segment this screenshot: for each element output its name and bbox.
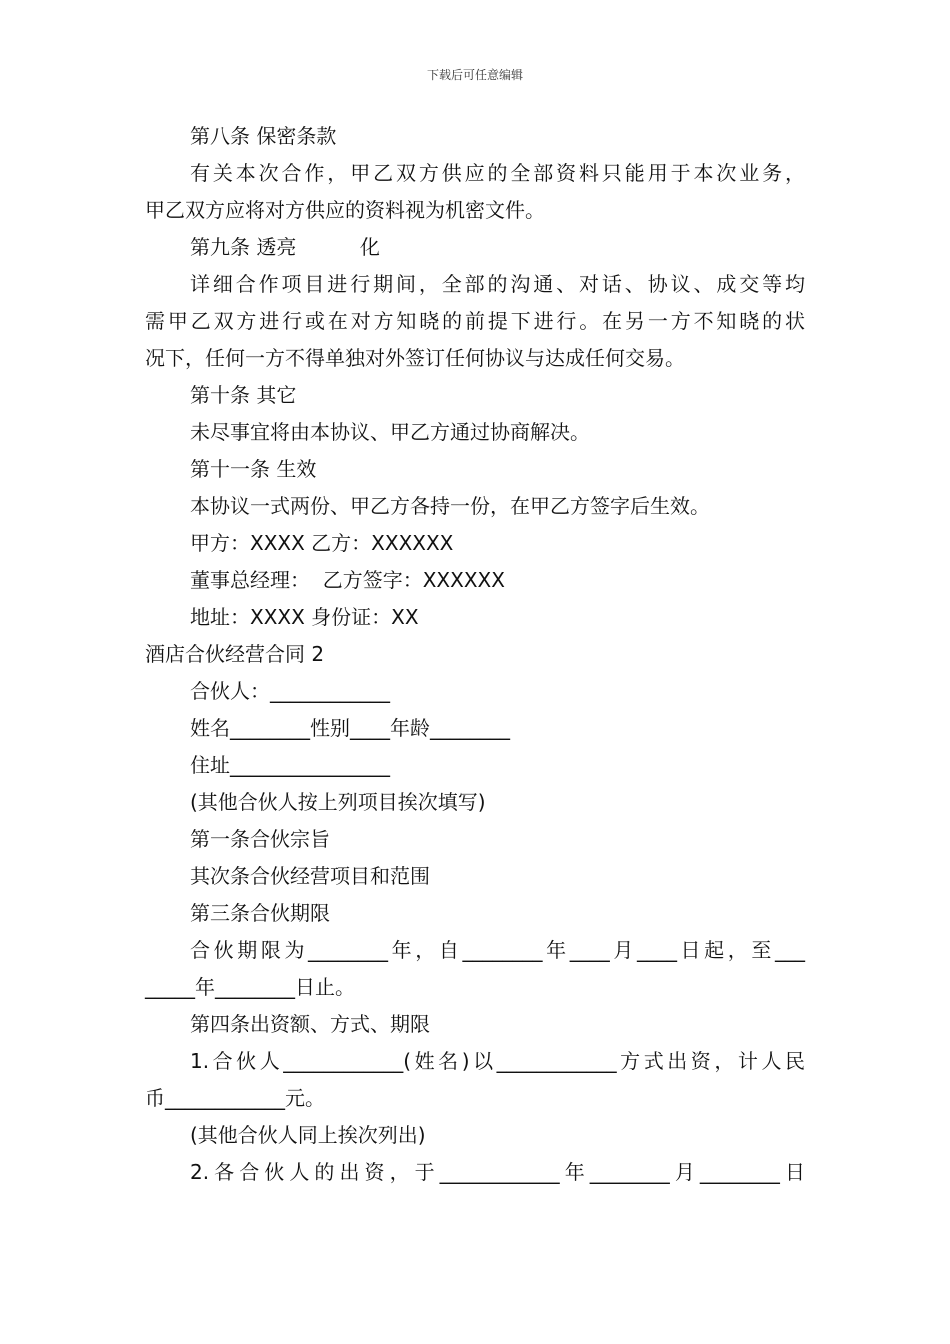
- article-10-heading: 第十条 其它: [190, 383, 297, 407]
- article-9-text-line-2: 需甲乙双方进行或在对方知晓的前提下进行。在另一方不知晓的状: [145, 309, 805, 333]
- article-10-text: 未尽事宜将由本协议、甲乙方通过协商解决。: [190, 420, 590, 444]
- term-line-2: _____年________日止。: [145, 975, 355, 999]
- clause-3-heading: 第三条合伙期限: [190, 901, 330, 925]
- article-9-text-line-1: 详细合作项目进行期间，全部的沟通、对话、协议、成交等均: [190, 272, 805, 296]
- article-8-heading: 第八条 保密条款: [190, 124, 337, 148]
- article-11-text: 本协议一式两份、甲乙方各持一份，在甲乙方签字后生效。: [190, 494, 710, 518]
- article-8-text-line-2: 甲乙双方应将对方供应的资料视为机密文件。: [145, 198, 545, 222]
- article-9-heading: 第九条 透亮 化: [190, 235, 380, 259]
- clause-1-heading: 第一条合伙宗旨: [190, 827, 330, 851]
- party-names: 甲方：XXXX 乙方：XXXXXX: [190, 531, 454, 555]
- page-header-note: 下载后可任意编辑: [426, 68, 523, 82]
- other-partners-note: (其他合伙人按上列项目挨次填写): [190, 790, 486, 814]
- address-id-line: 地址：XXXX 身份证：XX: [190, 605, 419, 629]
- name-gender-age-field: 姓名________性别____年龄________: [190, 716, 510, 740]
- term-line-1: 合伙期限为________年，自________年____月____日起，至___: [190, 938, 805, 962]
- article-11-heading: 第十一条 生效: [190, 457, 317, 481]
- capital-item-1-line-1: 1.合伙人____________(姓名)以____________方式出资，计人民: [190, 1049, 805, 1073]
- clause-2-heading: 其次条合伙经营项目和范围: [190, 864, 430, 888]
- signatures-line: 董事总经理： 乙方签字：XXXXXX: [190, 568, 505, 592]
- capital-item-2-line-1: 2.各合伙人的出资，于____________年________月________日: [190, 1160, 805, 1184]
- contract-2-title: 酒店合伙经营合同 2: [145, 642, 325, 666]
- partner-field: 合伙人：____________: [190, 679, 390, 703]
- article-8-text-line-1: 有关本次合作，甲乙双方供应的全部资料只能用于本次业务，: [190, 161, 805, 185]
- address-field: 住址________________: [190, 753, 390, 777]
- article-9-text-line-3: 况下，任何一方不得单独对外签订任何协议与达成任何交易。: [145, 346, 685, 370]
- clause-4-heading: 第四条出资额、方式、期限: [190, 1012, 430, 1036]
- other-partners-capital-note: (其他合伙人同上挨次列出): [190, 1123, 426, 1147]
- capital-item-1-line-2: 币____________元。: [145, 1086, 325, 1110]
